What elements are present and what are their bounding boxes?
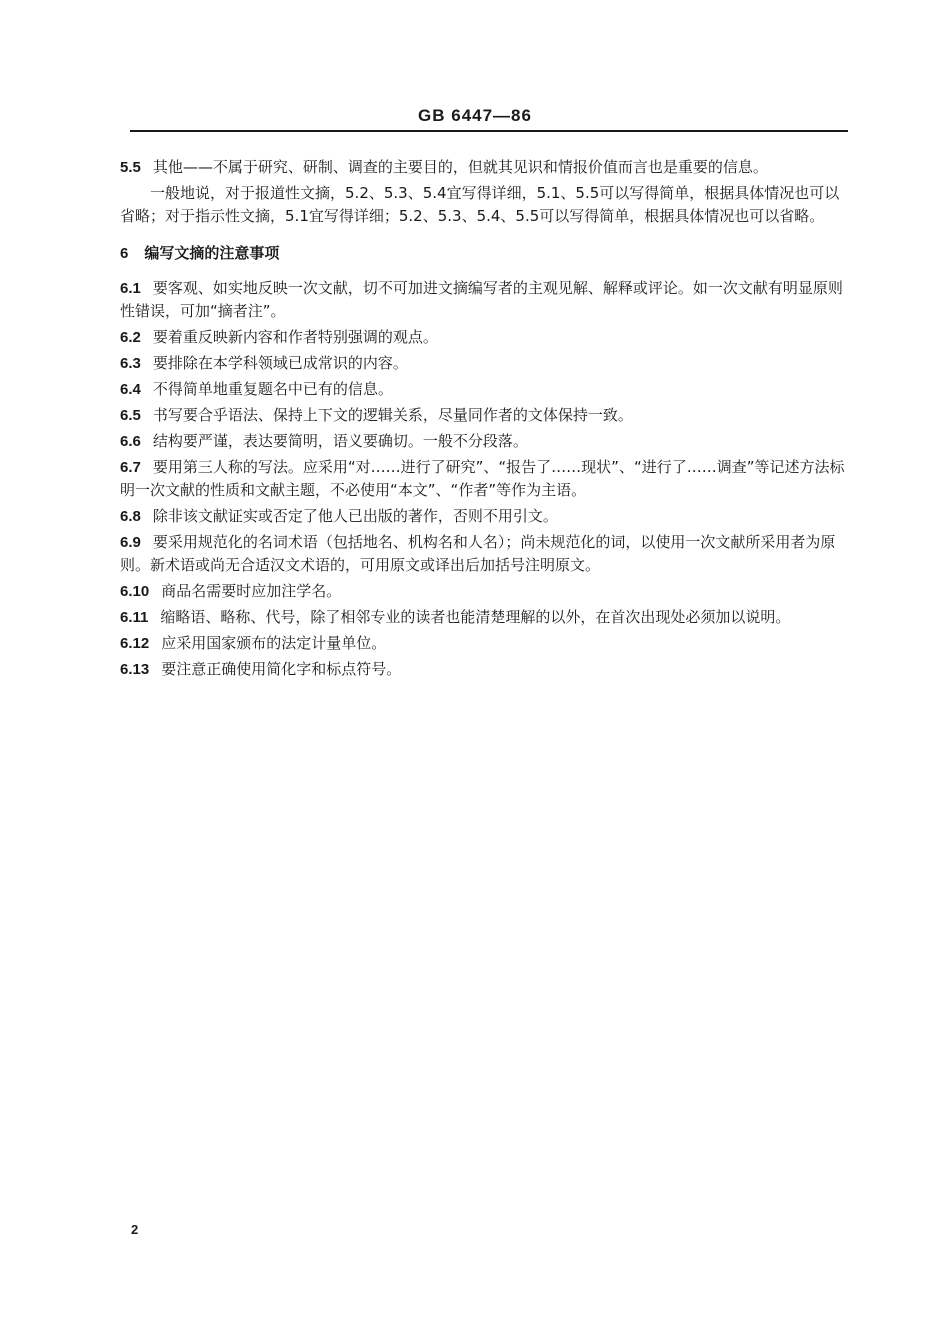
document-code-header: GB 6447—86 bbox=[418, 106, 532, 125]
page-number: 2 bbox=[131, 1222, 139, 1237]
clause-text: 不得简单地重复题名中已有的信息。 bbox=[152, 380, 393, 398]
clause-text: 商品名需要时应加注学名。 bbox=[161, 582, 342, 600]
document-body bbox=[120, 156, 850, 684]
clause-text: 要客观、如实地反映一次文献，切不可加进文摘编写者的主观见解、解释或评论。如一次文献有明显原则性错误，可加“摘者注”。 bbox=[120, 279, 843, 320]
clause-text: 应采用国家颁布的法定计量单位。 bbox=[161, 634, 387, 652]
clause-number: 6.4 bbox=[120, 381, 141, 398]
clause-6-1 bbox=[120, 277, 850, 323]
clause-number: 6.6 bbox=[120, 433, 141, 450]
clause-6-10 bbox=[120, 580, 850, 603]
clause-6-8 bbox=[120, 505, 850, 528]
clause-number: 6.3 bbox=[120, 355, 141, 372]
clause-6-9 bbox=[120, 531, 850, 577]
clause-text: 要着重反映新内容和作者特别强调的观点。 bbox=[152, 328, 438, 346]
clause-6-5 bbox=[120, 404, 850, 427]
clause-number: 6.12 bbox=[120, 635, 150, 652]
clause-text: 缩略语、略称、代号，除了相邻专业的读者也能清楚理解的以外，在首次出现处必须加以说明。 bbox=[160, 608, 791, 626]
clause-6-12 bbox=[120, 632, 850, 655]
clause-number: 5.5 bbox=[120, 159, 141, 176]
clause-number: 6.7 bbox=[120, 459, 141, 476]
clause-text: 其他——不属于研究、研制、调查的主要目的，但就其见识和情报价值而言也是重要的信息。 bbox=[152, 158, 768, 176]
clause-number: 6.8 bbox=[120, 508, 141, 525]
clause-text: 要采用规范化的名词术语（包括地名、机构名和人名）；尚未规范化的词，以使用一次文献所采用者为原则。新术语或尚无合适汉文术语的，可用原文或译出后加括号注明原文。 bbox=[120, 533, 836, 574]
clause-6-7 bbox=[120, 456, 850, 502]
clause-number: 6.1 bbox=[120, 280, 141, 297]
section-6-heading bbox=[120, 242, 850, 265]
section-number: 6 bbox=[120, 245, 129, 262]
clause-text: 书写要合乎语法、保持上下文的逻辑关系，尽量同作者的文体保持一致。 bbox=[152, 406, 633, 424]
section-title: 编写文摘的注意事项 bbox=[144, 244, 280, 262]
clause-number: 6.11 bbox=[120, 609, 149, 626]
general-paragraph: 一般地说，对于报道性文摘，5.2、5.3、5.4宜写得详细，5.1、5.5可以写得简单，根据具体情况也可以省略；对于指示性文摘，5.1宜写得详细；5.2、5.3、5.4、5.5可以写得简单，根据具体情况也可以省略。 bbox=[120, 184, 840, 225]
clause-6-11 bbox=[120, 606, 850, 629]
clause-text: 要排除在本学科领域已成常识的内容。 bbox=[152, 354, 408, 372]
clause-number: 6.10 bbox=[120, 583, 150, 600]
header-rule bbox=[130, 130, 848, 132]
clause-text: 要注意正确使用简化字和标点符号。 bbox=[161, 660, 402, 678]
clause-number: 6.9 bbox=[120, 534, 141, 551]
clause-6-6 bbox=[120, 430, 850, 453]
clause-number: 6.5 bbox=[120, 407, 141, 424]
clause-text: 结构要严谨，表达要简明，语义要确切。一般不分段落。 bbox=[152, 432, 528, 450]
clause-text: 要用第三人称的写法。应采用“对……进行了研究”、“报告了……现状”、“进行了……调查”等记述方法标明一次文献的性质和文献主题，不必使用“本文”、“作者”等作为主语。 bbox=[120, 458, 845, 499]
clause-6-13 bbox=[120, 658, 850, 681]
clause-6-2 bbox=[120, 326, 850, 349]
clause-number: 6.2 bbox=[120, 329, 141, 346]
clause-5-5 bbox=[120, 156, 850, 179]
clause-6-3 bbox=[120, 352, 850, 375]
clause-6-4 bbox=[120, 378, 850, 401]
clause-text: 除非该文献证实或否定了他人已出版的著作，否则不用引文。 bbox=[152, 507, 558, 525]
clause-number: 6.13 bbox=[120, 661, 150, 678]
